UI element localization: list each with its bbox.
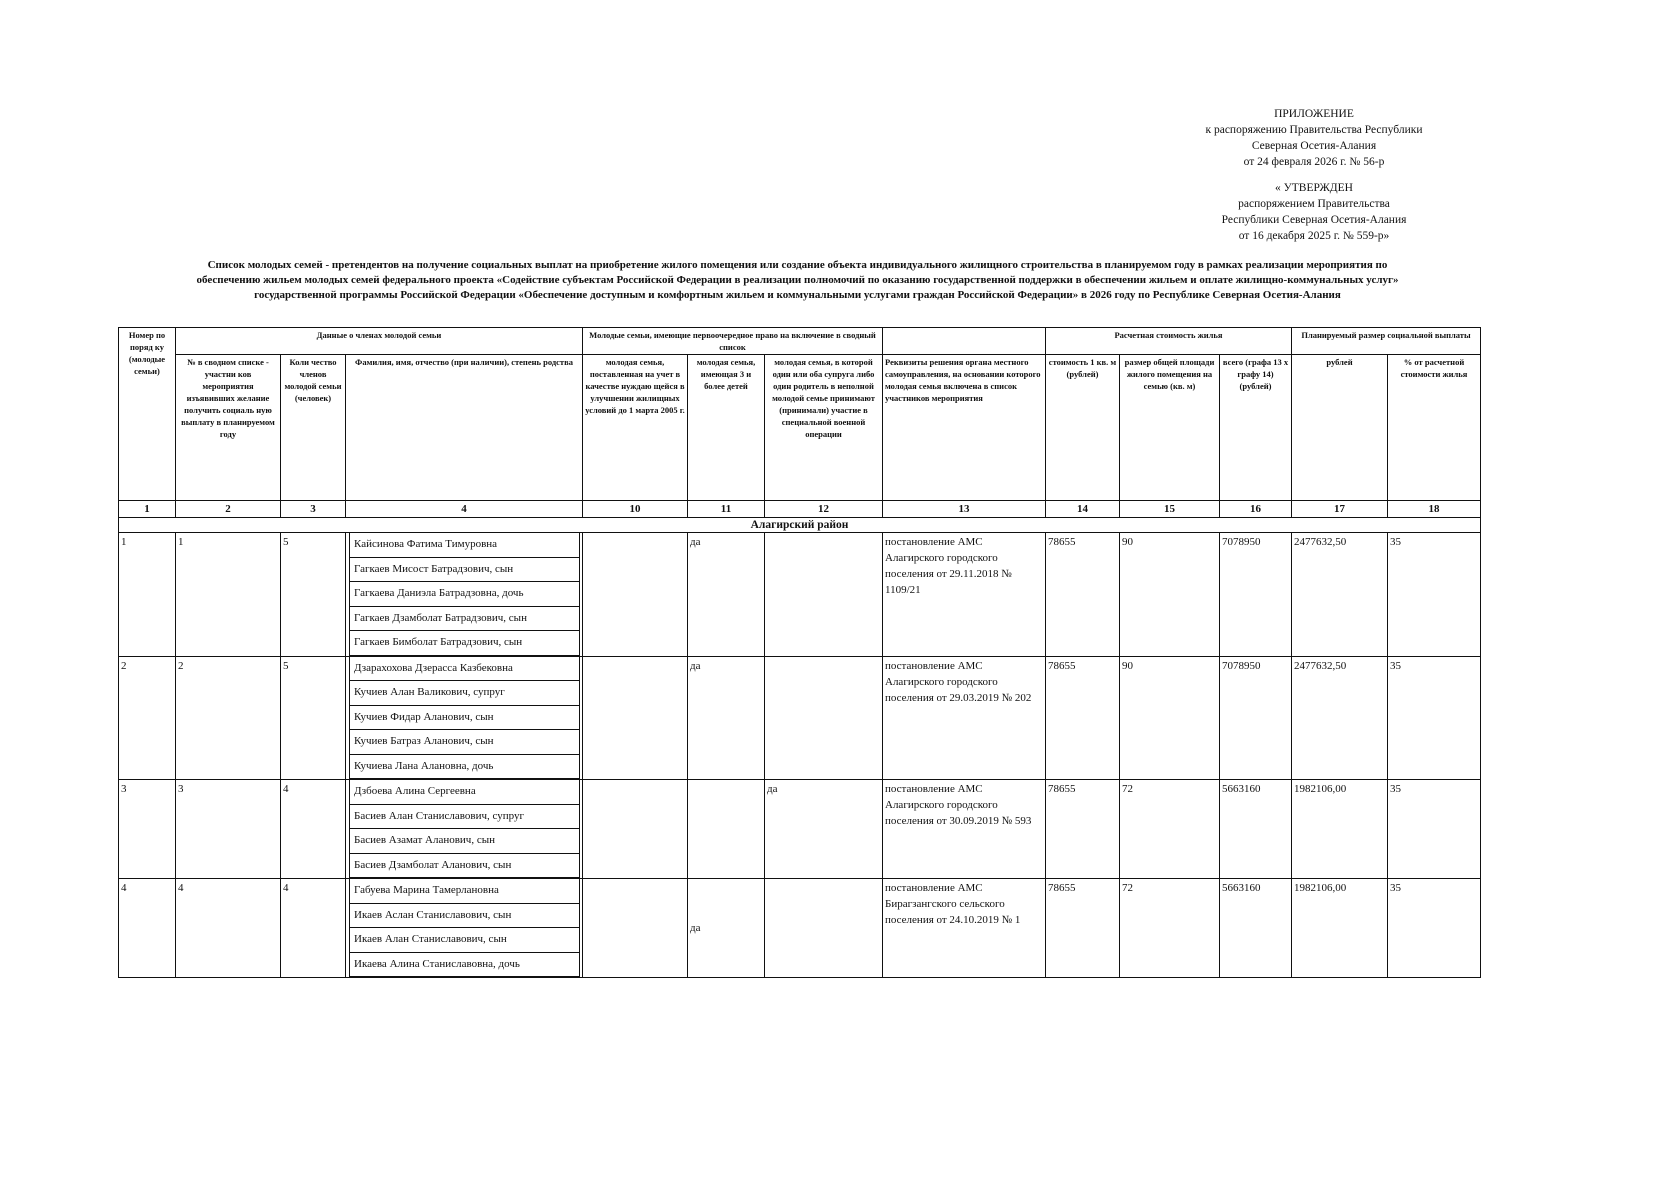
family-number: 4: [119, 879, 176, 978]
column-number: 16: [1220, 501, 1292, 518]
table-row: [119, 780, 1481, 879]
summary-number: 2: [176, 656, 281, 780]
approval-title: « УТВЕРЖДЕН: [1275, 182, 1353, 194]
total-cost: 5663160: [1220, 780, 1292, 879]
member-name: Гагкаев Дзамболат Батрадзович, сын: [349, 607, 580, 632]
column-number: 10: [583, 501, 688, 518]
document-title: [115, 258, 1480, 303]
price-per-m2: 78655: [1046, 879, 1120, 978]
total-cost: 7078950: [1220, 533, 1292, 657]
header-members-group: Данные о членах молодой семьи: [176, 328, 583, 355]
column-number: 1: [119, 501, 176, 518]
header-rubles: рублей: [1292, 355, 1388, 501]
housing-area: 90: [1120, 656, 1220, 780]
column-number: 12: [765, 501, 883, 518]
svo-flag: [765, 533, 883, 657]
payment-rubles: 2477632,50: [1292, 656, 1388, 780]
three-children-flag: [688, 780, 765, 879]
appendix-line: Северная Осетия-Алания: [1251, 140, 1377, 152]
header-percent: % от расчетной стоимости жилья: [1388, 355, 1481, 501]
before-2005-flag: [583, 656, 688, 780]
header-before-2005: молодая семья, поставленная на учет в качестве нуждаю щейся в улучшении жилищных условий до 1 марта 2005 г.: [583, 355, 688, 501]
header-summary-number: № в сводном списке - участни ков мероприятия изъявивших желание получить социаль ную выплату в планируемом году: [176, 355, 281, 501]
header-full-name: Фамилия, имя, отчество (при наличии), степень родства: [346, 355, 583, 501]
column-number: 15: [1120, 501, 1220, 518]
summary-number: 3: [176, 780, 281, 879]
header-area: размер общей площади жилого помещения на семью (кв. м): [1120, 355, 1220, 501]
column-number: 2: [176, 501, 281, 518]
member-count: 4: [281, 879, 346, 978]
header-price-per-m2: стоимость 1 кв. м (рублей): [1046, 355, 1120, 501]
member-count: 5: [281, 533, 346, 657]
header-cost-group: Расчетная стоимость жилья: [1046, 328, 1292, 355]
payment-percent: 35: [1388, 656, 1481, 780]
member-name: Гагкаев Мисост Батрадзович, сын: [349, 558, 580, 583]
summary-number: 1: [176, 533, 281, 657]
column-number: 13: [883, 501, 1046, 518]
member-name: Икаева Алина Станиславовна, дочь: [349, 953, 580, 978]
decision-details: постановление АМС Алагирского городского поселения от 29.11.2018 № 1109/21: [883, 533, 1046, 657]
before-2005-flag: [583, 879, 688, 978]
members-list: [346, 656, 583, 780]
member-count: 5: [281, 656, 346, 780]
member-count: 4: [281, 780, 346, 879]
family-number: 3: [119, 780, 176, 879]
member-name: Гагкаев Бимболат Батрадзович, сын: [349, 631, 580, 656]
member-name: Кайсинова Фатима Тимуровна: [349, 533, 580, 558]
payment-percent: 35: [1388, 780, 1481, 879]
header-three-children: молодая семья, имеющая 3 и более детей: [688, 355, 765, 501]
decision-details: постановление АМС Алагирского городского поселения от 29.03.2019 № 202: [883, 656, 1046, 780]
member-name: Кучиев Батраз Аланович, сын: [349, 730, 580, 755]
appendix-date: от 24 февраля 2026 г. № 56-р: [1243, 156, 1385, 168]
decision-details: постановление АМС Алагирского городского поселения от 30.09.2019 № 593: [883, 780, 1046, 879]
header-priority-group: Молодые семьи, имеющие первоочередное право на включение в сводный список: [583, 328, 883, 355]
column-number: 11: [688, 501, 765, 518]
table-row: [119, 656, 1481, 780]
total-cost: 7078950: [1220, 656, 1292, 780]
three-children-flag: да: [688, 533, 765, 657]
svo-flag: [765, 656, 883, 780]
header-total: всего (графа 13 х графу 14) (рублей): [1220, 355, 1292, 501]
member-name: Кучиева Лана Алановна, дочь: [349, 755, 580, 780]
price-per-m2: 78655: [1046, 656, 1120, 780]
housing-area: 72: [1120, 780, 1220, 879]
total-cost: 5663160: [1220, 879, 1292, 978]
housing-area: 72: [1120, 879, 1220, 978]
table-row: [119, 879, 1481, 978]
member-name: Кучиев Фидар Аланович, сын: [349, 706, 580, 731]
column-number: 18: [1388, 501, 1481, 518]
payment-rubles: 1982106,00: [1292, 780, 1388, 879]
member-name: Басиев Азамат Аланович, сын: [349, 829, 580, 854]
housing-area: 90: [1120, 533, 1220, 657]
header-svo: молодая семья, в которой один или оба супруга либо один родитель в неполной молодой семье принимают (принимали) участие в специальной военной операции: [765, 355, 883, 501]
header-decision: Реквизиты решения органа местного самоуправления, на основании которого молодая семья включена в список участников мероприятия: [883, 355, 1046, 501]
member-name: Икаев Алан Станиславович, сын: [349, 928, 580, 953]
before-2005-flag: [583, 533, 688, 657]
summary-number: 4: [176, 879, 281, 978]
header-blank: [883, 328, 1046, 355]
payment-rubles: 1982106,00: [1292, 879, 1388, 978]
approval-date: от 16 декабря 2025 г. № 559-р»: [1238, 230, 1390, 242]
district-heading: Алагирский район: [119, 518, 1481, 533]
svo-flag: [765, 879, 883, 978]
family-number: 2: [119, 656, 176, 780]
column-number: 4: [346, 501, 583, 518]
approval-line: Республики Северная Осетия-Алания: [1221, 214, 1407, 226]
family-number: 1: [119, 533, 176, 657]
title-line: обеспечению жильем молодых семей федерального проекта «Содействие субъектам Российской Федерации в реализации полномочий по оказанию государственной поддержки в обеспечении жильем и оплате жилищно-коммунальных услуг»: [196, 274, 1399, 286]
member-name: Гагкаева Даниэла Батрадзовна, дочь: [349, 582, 580, 607]
header-member-count: Коли чество членов молодой семьи (человек): [281, 355, 346, 501]
svo-flag: да: [765, 780, 883, 879]
member-name: Дзбоева Алина Сергеевна: [349, 780, 580, 805]
member-name: Кучиев Алан Валикович, супруг: [349, 681, 580, 706]
column-number: 14: [1046, 501, 1120, 518]
payment-percent: 35: [1388, 879, 1481, 978]
three-children-flag: да: [688, 656, 765, 780]
members-list: [346, 780, 583, 879]
member-name: Басиев Дзамболат Аланович, сын: [349, 854, 580, 879]
member-name: Икаев Аслан Станиславович, сын: [349, 904, 580, 929]
three-children-flag: да: [688, 879, 765, 978]
approval-line: распоряжением Правительства: [1238, 198, 1390, 210]
appendix-block: [1184, 106, 1444, 244]
column-number: 3: [281, 501, 346, 518]
before-2005-flag: [583, 780, 688, 879]
decision-details: постановление АМС Бирагзангского сельского поселения от 24.10.2019 № 1: [883, 879, 1046, 978]
title-line: Список молодых семей - претендентов на получение социальных выплат на приобретение жилого помещения или создание объекта индивидуального жилищного строительства в планируемом году в рамках реализации мероприятия по: [207, 259, 1388, 271]
appendix-title: ПРИЛОЖЕНИЕ: [1274, 108, 1354, 120]
member-name: Басиев Алан Станиславович, супруг: [349, 805, 580, 830]
table-row: [119, 533, 1481, 657]
families-table: [118, 327, 1481, 978]
member-name: Габуева Марина Тамерлановна: [349, 879, 580, 904]
price-per-m2: 78655: [1046, 533, 1120, 657]
column-number: 17: [1292, 501, 1388, 518]
title-line: государственной программы Российской Федерации «Обеспечение доступным и комфортным жильем и коммунальными услугами граждан Российской Федерации» в 2026 году по Республике Северная Осетия-Алания: [254, 289, 1341, 301]
header-payment-group: Планируемый размер социальной выплаты: [1292, 328, 1481, 355]
members-list: [346, 879, 583, 978]
members-list: [346, 533, 583, 657]
payment-rubles: 2477632,50: [1292, 533, 1388, 657]
appendix-line: к распоряжению Правительства Республики: [1205, 124, 1423, 136]
header-queue-number: Номер по поряд ку (молодые семьи): [119, 328, 176, 501]
payment-percent: 35: [1388, 533, 1481, 657]
member-name: Дзарахохова Дзерасса Казбековна: [349, 657, 580, 682]
price-per-m2: 78655: [1046, 780, 1120, 879]
